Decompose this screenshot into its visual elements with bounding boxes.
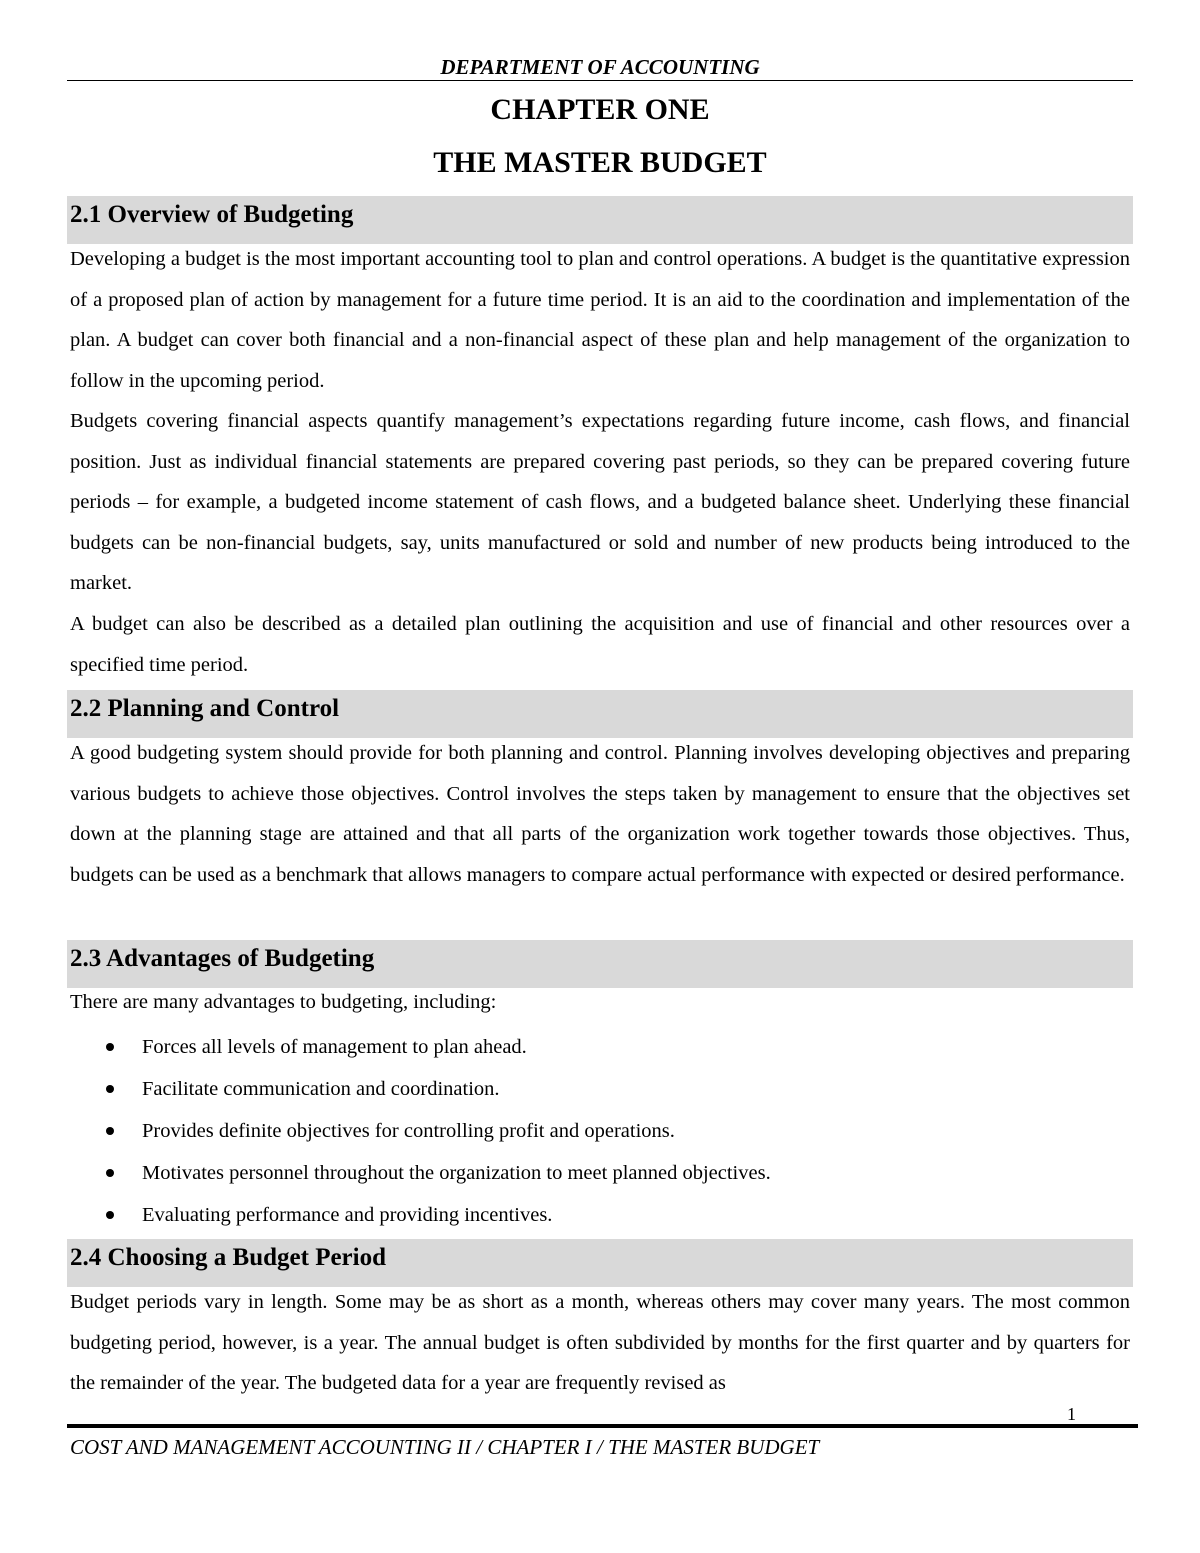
page-number: 1 <box>1067 1404 1076 1424</box>
bullet-icon <box>106 1085 114 1093</box>
list-item-text: Evaluating performance and providing incentives. <box>142 1204 553 1226</box>
section-heading-advantages: 2.3 Advantages of Budgeting <box>67 940 1133 988</box>
bullet-icon <box>106 1127 114 1135</box>
bullet-icon <box>106 1043 114 1051</box>
section-heading-planning-control: 2.2 Planning and Control <box>67 690 1133 738</box>
paragraph: Budget periods vary in length. Some may be as short as a month, whereas others may cover many years. The most common budgeting period, however, is a year. The annual budget is often subdivided by months for the first quarter and by quarters for the remainder of the year. The budgeted data for a year are frequently revised as <box>70 1291 1130 1395</box>
list-item <box>70 1152 1130 1194</box>
paragraph: There are many advantages to budgeting, including: <box>70 991 497 1013</box>
paragraph: Developing a budget is the most important accounting tool to plan and control operations. A budget is the quantitative expression of a proposed plan of action by management for a future time period. It is an aid to the coordination and implementation of the plan. A budget can cover both financial and a non-financial aspect of these plan and help management of the organization to follow in the upcoming period. <box>70 248 1130 392</box>
paragraph: A budget can also be described as a detailed plan outlining the acquisition and use of financial and other resources over a specified time period. <box>70 613 1130 676</box>
chapter-title: CHAPTER ONE <box>490 93 710 126</box>
list-item-text: Motivates personnel throughout the organization to meet planned objectives. <box>142 1162 771 1184</box>
section-heading-budget-period: 2.4 Choosing a Budget Period <box>67 1239 1133 1287</box>
bullet-icon <box>106 1169 114 1177</box>
section-heading-overview: 2.1 Overview of Budgeting <box>67 196 1133 244</box>
footer-divider <box>67 1424 1138 1428</box>
page-footer: COST AND MANAGEMENT ACCOUNTING II / CHAPTER I / THE MASTER BUDGET <box>70 1435 820 1459</box>
list-item-text: Provides definite objectives for controlling profit and operations. <box>142 1120 675 1142</box>
list-item-text: Forces all levels of management to plan ahead. <box>142 1036 527 1058</box>
list-item <box>70 1026 1130 1068</box>
list-item-text: Facilitate communication and coordination. <box>142 1078 500 1100</box>
paragraph: Budgets covering financial aspects quantify management’s expectations regarding future income, cash flows, and financial position. Just as individual financial statements are prepared covering past periods, so they can be prepared covering future periods – for example, a budgeted income statement of cash flows, and a budgeted balance sheet. Underlying these financial budgets can be non-financial budgets, say, units manufactured or sold and number of new products being introduced to the market. <box>70 410 1130 595</box>
chapter-subtitle: THE MASTER BUDGET <box>433 146 767 179</box>
bullet-icon <box>106 1211 114 1219</box>
list-item <box>70 1194 1130 1236</box>
paragraph: A good budgeting system should provide for both planning and control. Planning involves developing objectives and preparing various budgets to achieve those objectives. Control involves the steps taken by management to ensure that the objectives set down at the planning stage are attained and that all parts of the organization work together towards those objectives. Thus, budgets can be used as a benchmark that allows managers to compare actual performance with expected or desired performance. <box>70 742 1130 886</box>
page-header: DEPARTMENT OF ACCOUNTING <box>67 54 1133 81</box>
advantages-list <box>70 1026 1130 1236</box>
list-item <box>70 1110 1130 1152</box>
list-item <box>70 1068 1130 1110</box>
